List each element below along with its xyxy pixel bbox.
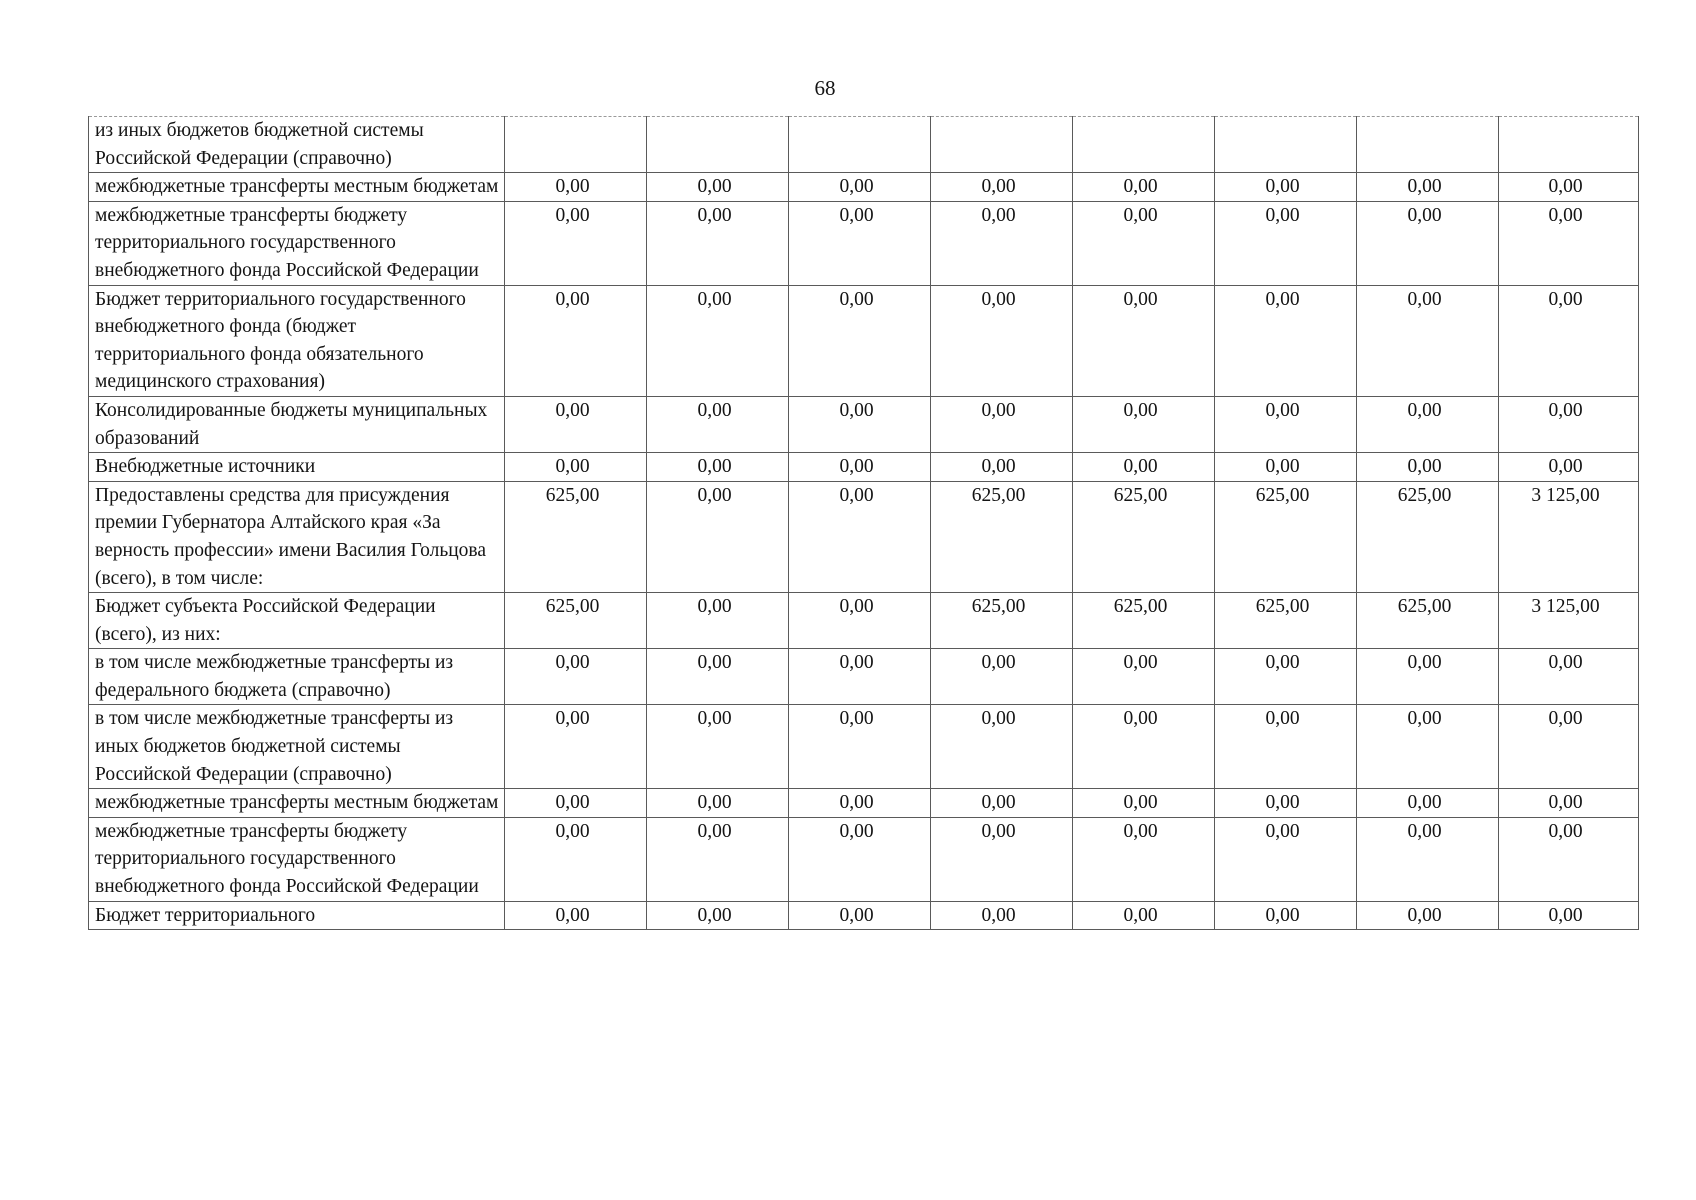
value-cell: 625,00 [931,593,1073,649]
value-cell: 0,00 [1499,705,1639,789]
table-row [89,173,1639,202]
value-cell: 0,00 [1073,649,1215,705]
value-cell: 0,00 [931,649,1073,705]
value-cell: 0,00 [505,789,647,818]
table-row [89,453,1639,482]
value-cell: 0,00 [1499,817,1639,901]
value-cell: 0,00 [647,285,789,396]
row-label: Бюджет территориального [89,901,505,930]
value-cell: 625,00 [1073,593,1215,649]
value-cell: 0,00 [789,789,931,818]
value-cell: 0,00 [647,705,789,789]
value-cell: 0,00 [1215,901,1357,930]
value-cell: 0,00 [1357,396,1499,452]
value-cell: 0,00 [789,649,931,705]
value-cell: 0,00 [1499,789,1639,818]
value-cell: 625,00 [1357,593,1499,649]
value-cell: 0,00 [1073,789,1215,818]
value-cell: 0,00 [1499,453,1639,482]
table-row [89,789,1639,818]
value-cell: 0,00 [1357,285,1499,396]
budget-table [88,116,1639,930]
value-cell: 0,00 [1215,285,1357,396]
value-cell: 0,00 [1073,396,1215,452]
value-cell: 0,00 [1499,901,1639,930]
value-cell: 0,00 [1073,901,1215,930]
value-cell: 625,00 [1357,481,1499,592]
value-cell [1499,117,1639,173]
value-cell: 0,00 [505,705,647,789]
value-cell: 0,00 [1073,817,1215,901]
value-cell: 0,00 [1499,396,1639,452]
value-cell: 0,00 [931,817,1073,901]
table-row [89,201,1639,285]
table-row [89,649,1639,705]
value-cell: 0,00 [647,649,789,705]
value-cell [931,117,1073,173]
table-row [89,901,1639,930]
table-row [89,593,1639,649]
value-cell: 0,00 [505,901,647,930]
value-cell: 625,00 [505,593,647,649]
value-cell: 0,00 [505,173,647,202]
value-cell: 0,00 [1073,453,1215,482]
value-cell: 0,00 [1357,201,1499,285]
value-cell: 0,00 [1357,901,1499,930]
value-cell: 3 125,00 [1499,593,1639,649]
row-label: Предоставлены средства для присуждения премии Губернатора Алтайского края «За верность профессии» имени Василия Гольцова (всего), в том числе: [89,481,505,592]
value-cell [1073,117,1215,173]
table-row [89,705,1639,789]
value-cell: 625,00 [1215,481,1357,592]
value-cell [647,117,789,173]
value-cell: 0,00 [1073,173,1215,202]
value-cell: 0,00 [789,593,931,649]
value-cell [1215,117,1357,173]
row-label: из иных бюджетов бюджетной системы Российской Федерации (справочно) [89,117,505,173]
value-cell: 0,00 [1499,285,1639,396]
row-label: Бюджет территориального государственного внебюджетного фонда (бюджет территориального фонда обязательного медицинского страхования) [89,285,505,396]
value-cell: 625,00 [931,481,1073,592]
value-cell: 0,00 [931,173,1073,202]
value-cell: 0,00 [1215,649,1357,705]
value-cell: 0,00 [1215,705,1357,789]
value-cell: 0,00 [1357,173,1499,202]
row-label: Консолидированные бюджеты муниципальных образований [89,396,505,452]
value-cell: 0,00 [505,201,647,285]
value-cell: 0,00 [1215,817,1357,901]
value-cell: 0,00 [931,201,1073,285]
value-cell: 0,00 [1073,705,1215,789]
value-cell: 0,00 [1357,649,1499,705]
value-cell: 0,00 [789,901,931,930]
value-cell: 0,00 [647,481,789,592]
value-cell: 3 125,00 [1499,481,1639,592]
value-cell: 0,00 [647,789,789,818]
value-cell: 0,00 [647,901,789,930]
value-cell: 0,00 [647,453,789,482]
value-cell: 0,00 [931,285,1073,396]
value-cell: 0,00 [1215,201,1357,285]
row-label: в том числе межбюджетные трансферты из федерального бюджета (справочно) [89,649,505,705]
row-label: Внебюджетные источники [89,453,505,482]
table-row [89,481,1639,592]
table-row [89,817,1639,901]
value-cell: 625,00 [505,481,647,592]
value-cell: 0,00 [789,396,931,452]
value-cell: 0,00 [789,705,931,789]
value-cell: 0,00 [931,705,1073,789]
value-cell: 0,00 [505,817,647,901]
value-cell: 0,00 [1357,705,1499,789]
value-cell: 0,00 [789,173,931,202]
value-cell: 0,00 [1357,789,1499,818]
value-cell: 0,00 [789,481,931,592]
row-label: межбюджетные трансферты бюджету территориального государственного внебюджетного фонда Российской Федерации [89,817,505,901]
value-cell: 0,00 [647,817,789,901]
value-cell [789,117,931,173]
value-cell: 0,00 [1215,789,1357,818]
page-number: 68 [814,76,836,100]
value-cell: 0,00 [1215,453,1357,482]
value-cell: 0,00 [1215,173,1357,202]
value-cell: 0,00 [931,453,1073,482]
value-cell [1357,117,1499,173]
value-cell: 0,00 [1073,285,1215,396]
value-cell: 0,00 [647,593,789,649]
value-cell: 0,00 [789,453,931,482]
value-cell: 0,00 [789,817,931,901]
value-cell: 0,00 [789,201,931,285]
value-cell: 0,00 [1357,817,1499,901]
table-row [89,117,1639,173]
value-cell: 0,00 [931,789,1073,818]
value-cell: 0,00 [931,901,1073,930]
value-cell: 0,00 [647,201,789,285]
row-label: межбюджетные трансферты местным бюджетам [89,173,505,202]
value-cell: 625,00 [1073,481,1215,592]
value-cell: 0,00 [1499,649,1639,705]
value-cell: 0,00 [647,396,789,452]
value-cell: 625,00 [1215,593,1357,649]
value-cell [505,117,647,173]
value-cell: 0,00 [931,396,1073,452]
row-label: Бюджет субъекта Российской Федерации (всего), из них: [89,593,505,649]
value-cell: 0,00 [1073,201,1215,285]
row-label: межбюджетные трансферты местным бюджетам [89,789,505,818]
value-cell: 0,00 [789,285,931,396]
value-cell: 0,00 [1215,396,1357,452]
value-cell: 0,00 [505,649,647,705]
table-row [89,285,1639,396]
row-label: в том числе межбюджетные трансферты из иных бюджетов бюджетной системы Российской Федерации (справочно) [89,705,505,789]
value-cell: 0,00 [1357,453,1499,482]
value-cell: 0,00 [1499,201,1639,285]
value-cell: 0,00 [647,173,789,202]
value-cell: 0,00 [505,285,647,396]
value-cell: 0,00 [505,453,647,482]
row-label: межбюджетные трансферты бюджету территориального государственного внебюджетного фонда Российской Федерации [89,201,505,285]
value-cell: 0,00 [505,396,647,452]
table-row [89,396,1639,452]
value-cell: 0,00 [1499,173,1639,202]
